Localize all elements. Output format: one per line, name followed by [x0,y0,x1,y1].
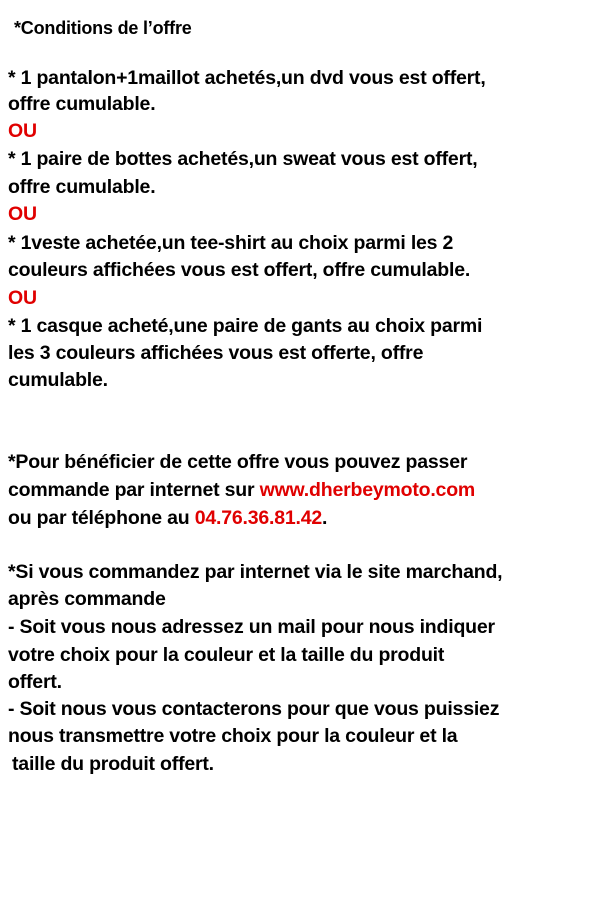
offer-4-line-1: * 1 casque acheté,une paire de gants au choix parmi [8,315,483,337]
ordering-line-3-text: ou par téléphone au [8,507,195,529]
offer-2-line-2: offre cumulable. [8,176,156,198]
internet-option-1-line-2: votre choix pour la couleur et la taille du produit [8,644,445,666]
internet-option-1-line-1: - Soit vous nous adressez un mail pour nous indiquer [8,616,495,638]
website-link[interactable]: www.dherbeymoto.com [259,479,476,501]
ordering-line-2 [8,476,475,504]
internet-option-1-line-3: offert. [8,671,62,693]
ordering-line-1: *Pour bénéficier de cette offre vous pouvez passer [8,451,468,473]
offer-1-line-2: offre cumulable. [8,93,156,115]
page-title: *Conditions de l’offre [14,18,192,38]
internet-option-2-line-3: taille du produit offert. [12,753,214,775]
offer-2-line-1: * 1 paire de bottes achetés,un sweat vous est offert, [8,148,478,170]
ordering-line-2-text: commande par internet sur [8,479,260,501]
internet-option-2-line-2: nous transmettre votre choix pour la couleur et la [8,725,458,747]
offer-4-line-3: cumulable. [8,369,108,391]
phone-number[interactable]: 04.76.36.81.42 [194,507,323,529]
ordering-line-3-period: . [322,507,328,529]
internet-line-1: *Si vous commandez par internet via le site marchand, [8,561,503,583]
offer-4-line-2: les 3 couleurs affichées vous est offerte, offre [8,342,424,364]
or-separator-2: OU [8,203,37,225]
or-separator-1: OU [8,120,37,142]
offer-3-line-2: couleurs affichées vous est offert, offre cumulable. [8,259,471,281]
offer-1-line-1: * 1 pantalon+1maillot achetés,un dvd vous est offert, [8,67,486,89]
internet-option-2-line-1: - Soit nous vous contacterons pour que vous puissiez [8,698,500,720]
offer-3-line-1: * 1veste achetée,un tee-shirt au choix parmi les 2 [8,232,454,254]
ordering-line-3 [8,504,327,532]
or-separator-3: OU [8,287,37,309]
internet-line-2: après commande [8,588,166,610]
